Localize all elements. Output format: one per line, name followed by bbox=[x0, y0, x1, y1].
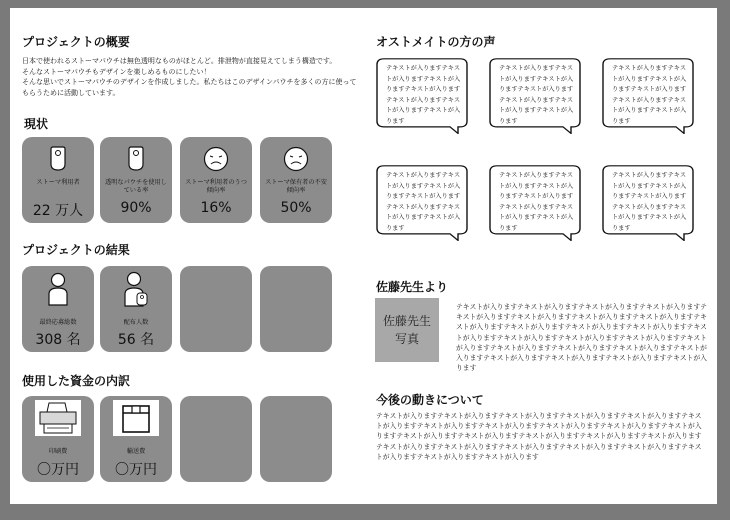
poster-sheet bbox=[10, 8, 717, 504]
fund-label: 輸送費 bbox=[126, 448, 146, 455]
result-label: 配布人数 bbox=[123, 319, 149, 326]
stat-label: ストーマ利用者 bbox=[36, 179, 80, 186]
fund-label: 印刷費 bbox=[48, 448, 68, 455]
voice-text: テキストが入りますテキストが入りますテキストが入りますテキストが入りますテキストが入りますテキストが入りますテキストが入ります bbox=[612, 65, 687, 125]
future-text: テキストが入りますテキストが入りますテキストが入りますテキストが入りますテキストが入りますテキストが入りますテキストが入りますテキストが入りますテキストが入りますテキストが入りますテキストが入りますテキストが入りますテキストが入りますテキストが入りますテキストが入りますテキストが入りますテキストが入りますテキストが入りますテキストが入りますテキストが入りますテキストが入りますテキストが入りますテキストが入りますテキストが入ります bbox=[376, 412, 702, 461]
future-title: 今後の動きについて bbox=[376, 393, 484, 407]
voice-bubble bbox=[489, 165, 581, 241]
funds-title: 使用した資金の内訳 bbox=[22, 374, 131, 388]
fund-card-shipping bbox=[100, 396, 172, 482]
stat-value: 90% bbox=[120, 200, 152, 216]
overview-line: そんなストーマパウチもデザインを楽しめるものにしたい！ bbox=[22, 67, 211, 76]
person-pouch-icon bbox=[122, 271, 150, 307]
result-value: 56 名 bbox=[117, 332, 155, 348]
stat-label: ストーマ保有者の不安傾向率 bbox=[265, 179, 327, 194]
overview-line: そんな思いでストーマパウチのデザインを作成しました。私たちはこのデザインパウチを多くの方に使って bbox=[22, 78, 357, 86]
overview-line: 日本で使われるストーマパウチは無色透明なものがほとんど。排泄物が直接見えてしまう構造です。 bbox=[22, 57, 337, 65]
results-title: プロジェクトの結果 bbox=[22, 243, 130, 257]
voice-bubble bbox=[602, 58, 694, 134]
sato-photo-placeholder bbox=[375, 298, 439, 362]
result-card-empty bbox=[260, 266, 332, 352]
overview-line: もらうために活動しています。 bbox=[22, 88, 120, 97]
sad-face-icon bbox=[283, 146, 309, 172]
fund-value: 〇万円 bbox=[115, 462, 157, 478]
stat-card-depression-rate bbox=[180, 137, 252, 223]
sad-face-icon bbox=[203, 146, 229, 172]
result-label: 最終応募総数 bbox=[39, 319, 77, 326]
voice-text: テキストが入りますテキストが入りますテキストが入りますテキストが入りますテキストが入りますテキストが入りますテキストが入ります bbox=[499, 65, 574, 125]
pouch-icon bbox=[48, 146, 68, 172]
voice-text: テキストが入りますテキストが入りますテキストが入りますテキストが入りますテキストが入りますテキストが入りますテキストが入ります bbox=[499, 172, 574, 232]
result-card-applicants bbox=[22, 266, 94, 352]
fund-card-empty bbox=[180, 396, 252, 482]
stat-label: ストーマ利用者のうつ傾向率 bbox=[185, 179, 247, 194]
result-card-distributed bbox=[100, 266, 172, 352]
fund-card-empty bbox=[260, 396, 332, 482]
voice-bubble bbox=[376, 165, 468, 241]
printer-icon bbox=[35, 400, 81, 436]
stat-card-anxiety-rate bbox=[260, 137, 332, 223]
stat-value: 22 万人 bbox=[32, 203, 84, 219]
box-icon bbox=[113, 400, 159, 436]
fund-card-printing bbox=[22, 396, 94, 482]
current-title: 現状 bbox=[24, 117, 49, 131]
voice-text: テキストが入りますテキストが入りますテキストが入りますテキストが入りますテキストが入りますテキストが入りますテキストが入ります bbox=[386, 172, 461, 232]
result-value: 308 名 bbox=[35, 332, 81, 348]
sato-title: 佐藤先生より bbox=[376, 280, 449, 294]
stat-card-transparent-rate bbox=[100, 137, 172, 223]
voice-text: テキストが入りますテキストが入りますテキストが入りますテキストが入りますテキストが入りますテキストが入りますテキストが入ります bbox=[386, 65, 461, 125]
stat-value: 50% bbox=[280, 200, 312, 216]
stat-label: 透明なパウチを使用している率 bbox=[105, 179, 167, 194]
stat-card-users bbox=[22, 137, 94, 223]
overview-text bbox=[22, 56, 357, 98]
sato-message: テキストが入りますテキストが入りますテキストが入りますテキストが入りますテキストが入りますテキストが入りますテキストが入りますテキストが入りますテキストが入りますテキストが入りますテキストが入りますテキストが入りますテキストが入りますテキストが入りますテキストが入りますテキストが入りますテキストが入りますテキストが入りますテキストが入りますテキストが入りますテキストが入りますテキストが入りますテキストが入りますテキストが入りますテキストが入ります bbox=[456, 303, 707, 373]
result-card-empty bbox=[180, 266, 252, 352]
voice-text: テキストが入りますテキストが入りますテキストが入りますテキストが入りますテキストが入りますテキストが入りますテキストが入ります bbox=[612, 172, 687, 232]
person-icon bbox=[46, 272, 70, 306]
overview-title: プロジェクトの概要 bbox=[22, 35, 130, 49]
stat-value: 16% bbox=[200, 200, 232, 216]
voices-title: オストメイトの方の声 bbox=[376, 35, 496, 49]
pouch-icon bbox=[126, 146, 146, 172]
sato-photo-label: 佐藤先生 写真 bbox=[382, 314, 431, 346]
voice-bubble bbox=[602, 165, 694, 241]
voice-bubble bbox=[489, 58, 581, 134]
fund-value: 〇万円 bbox=[37, 462, 79, 478]
voice-bubble bbox=[376, 58, 468, 134]
